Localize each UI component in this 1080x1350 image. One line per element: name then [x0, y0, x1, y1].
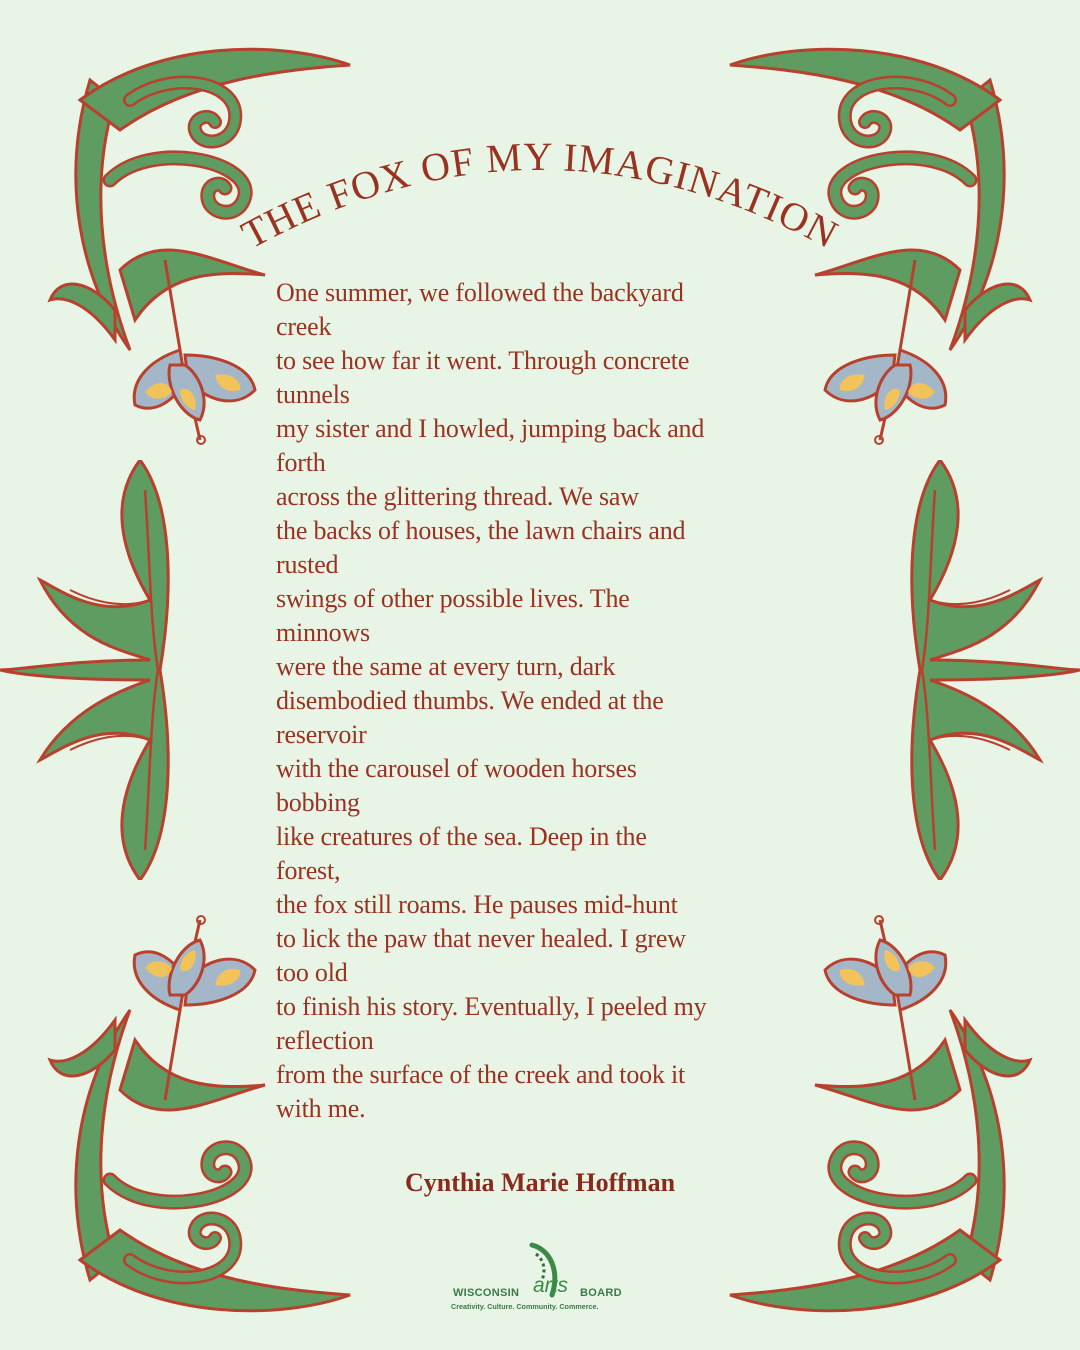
poem-line: swings of other possible lives. The	[276, 584, 630, 613]
wisconsin-arts-board-logo	[440, 1240, 640, 1320]
poem-line: forth	[276, 448, 326, 477]
poem-line: like creatures of the sea. Deep in the	[276, 822, 647, 851]
poem-line: One summer, we followed the backyard	[276, 278, 684, 307]
poem-line: my sister and I howled, jumping back and	[276, 414, 705, 443]
poem-line: tunnels	[276, 380, 350, 409]
logo-board: BOARD	[580, 1287, 622, 1299]
poem-line: with the carousel of wooden horses	[276, 754, 637, 783]
poem-line: too old	[276, 958, 348, 987]
poem-line: forest,	[276, 856, 341, 885]
logo-wisconsin: WISCONSIN	[453, 1287, 520, 1299]
poem-line: disembodied thumbs. We ended at the	[276, 686, 664, 715]
poem-line: bobbing	[276, 788, 360, 817]
poem-line: across the glittering thread. We saw	[276, 482, 639, 511]
poem-line: from the surface of the creek and took it	[276, 1060, 686, 1089]
poem-body	[276, 276, 796, 1126]
poem-line: to lick the paw that never healed. I grew	[276, 924, 686, 953]
poem-title	[230, 130, 850, 270]
ornament-left-leaf	[0, 460, 180, 880]
svg-text:THE FOX OF MY IMAGINATION: THE FOX OF MY IMAGINATION	[234, 133, 846, 258]
logo-arts: arts	[533, 1274, 569, 1297]
poem-line: with me.	[276, 1094, 366, 1123]
poem-line: the fox still roams. He pauses mid-hunt	[276, 890, 678, 919]
logo-tagline: Creativity. Culture. Community. Commerce.	[451, 1302, 599, 1311]
poem-line: to see how far it went. Through concrete	[276, 346, 690, 375]
poem-line: to finish his story. Eventually, I peeled my	[276, 992, 707, 1021]
poem-line: rusted	[276, 550, 339, 579]
author-name: Cynthia Marie Hoffman	[404, 1168, 676, 1197]
poem-line: were the same at every turn, dark	[276, 652, 616, 681]
poem-line: reflection	[276, 1026, 374, 1055]
poem-line: minnows	[276, 618, 370, 647]
ornament-right-leaf	[900, 460, 1080, 880]
poem-line: the backs of houses, the lawn chairs and	[276, 516, 686, 545]
poem-line: creek	[276, 312, 332, 341]
poem-line: reservoir	[276, 720, 367, 749]
